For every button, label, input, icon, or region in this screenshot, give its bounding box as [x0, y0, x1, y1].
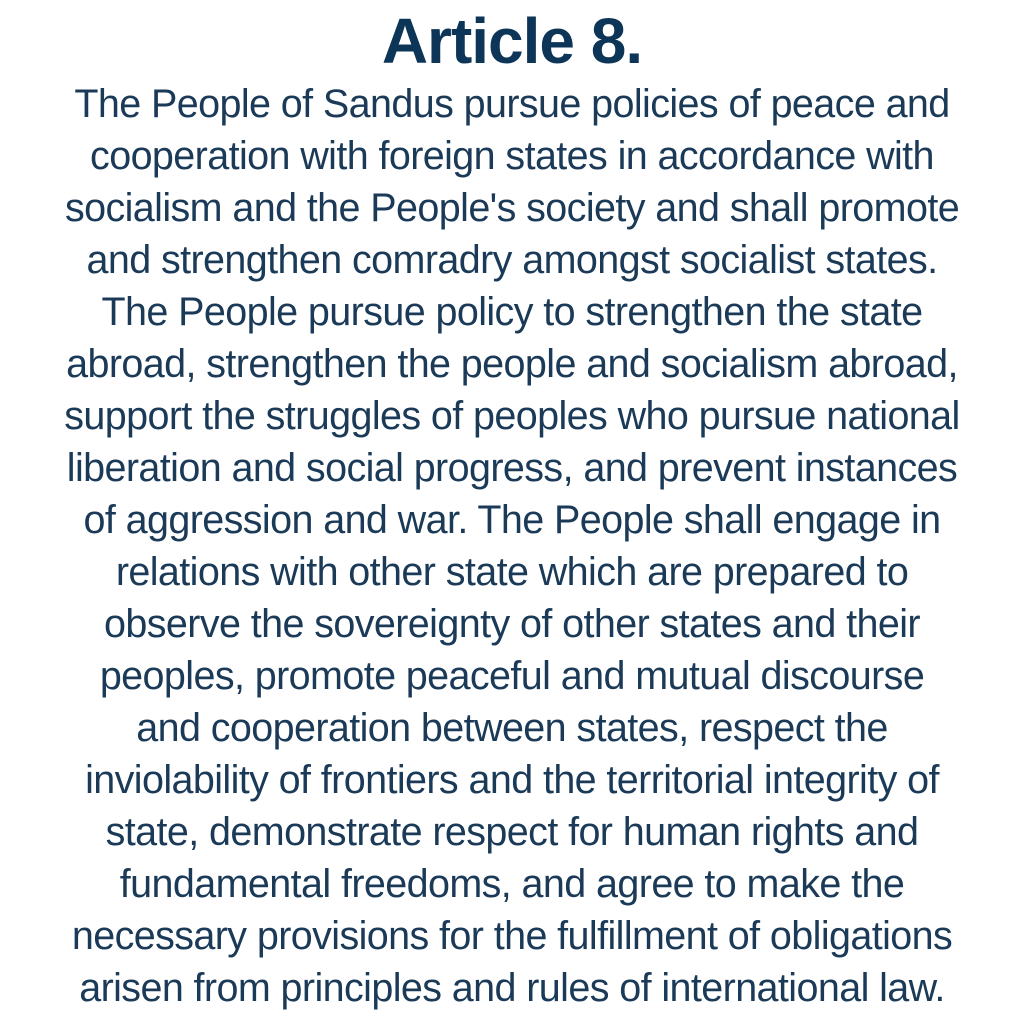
body-line: and cooperation between states, respect the	[136, 706, 888, 750]
article-body	[6, 78, 1018, 1014]
body-line: arisen from principles and rules of international law.	[79, 966, 945, 1010]
body-line: necessary provisions for the fulfillment of obligations	[71, 914, 953, 958]
body-line: and strengthen comradry amongst socialist states.	[86, 238, 938, 282]
body-line: fundamental freedoms, and agree to make the	[119, 862, 905, 906]
body-line: The People pursue policy to strengthen the state	[101, 290, 923, 334]
body-line: of aggression and war. The People shall engage in	[83, 498, 941, 542]
body-line: inviolability of frontiers and the territorial integrity of	[85, 758, 939, 802]
body-line: state, demonstrate respect for human rights and	[105, 810, 919, 854]
body-line: liberation and social progress, and prevent instances	[66, 446, 958, 490]
body-line: peoples, promote peaceful and mutual discourse	[99, 654, 925, 698]
body-line: The People of Sandus pursue policies of peace and	[74, 82, 950, 126]
body-line: observe the sovereignty of other states and their	[104, 602, 920, 646]
body-line: cooperation with foreign states in accordance with	[90, 134, 934, 178]
body-line: socialism and the People's society and shall promote	[64, 186, 960, 230]
article-title: Article 8.	[381, 5, 643, 77]
body-line: abroad, strengthen the people and socialism abroad,	[66, 342, 958, 386]
body-line: support the struggles of peoples who pursue national	[64, 394, 960, 438]
body-line: relations with other state which are prepared to	[115, 550, 909, 594]
